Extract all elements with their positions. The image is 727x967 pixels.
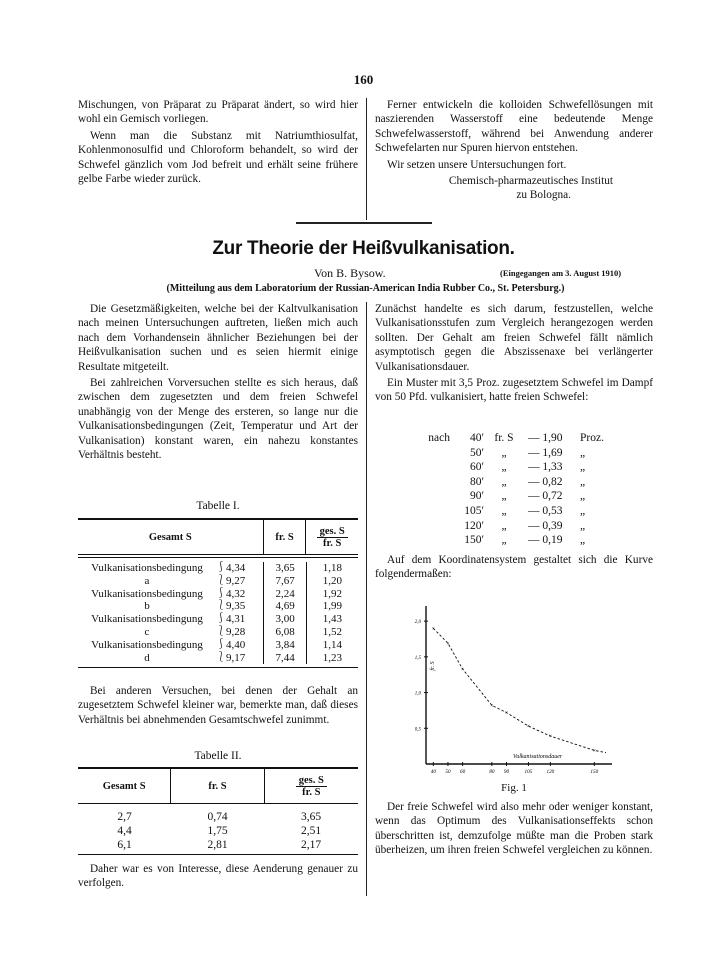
sulfur-list-prefix xyxy=(422,446,454,461)
sulfur-list-row xyxy=(422,460,622,475)
x-tick-label: 90 xyxy=(503,769,510,775)
table1-fr-value: 6,08 xyxy=(275,625,295,638)
table1-fr-value: 3,84 xyxy=(275,638,295,651)
x-tick-label: 105 xyxy=(524,769,533,775)
table1-ratio-value: 1,20 xyxy=(322,574,342,587)
sulfur-list-time: 150′ xyxy=(464,534,484,547)
sulfur-list-value: — 1,90 xyxy=(528,432,563,444)
table1-header-ratio-den: fr. S xyxy=(323,537,342,549)
table1-fr-value: 3,00 xyxy=(275,613,295,626)
brace-icon: ⎰ ⎱ xyxy=(215,638,226,663)
figure-caption: Fig. 1 xyxy=(501,782,527,794)
section-divider xyxy=(296,222,432,224)
left-paragraph-3: Bei anderen Versuchen, bei denen der Gehalt an zugesetztem Schwefel kleiner war, bemerkte man, daß dieses Verhältnis bei abnehmenden Gesamtschwefel zunimmt. xyxy=(78,685,358,726)
sulfur-list-value: — 0,82 xyxy=(528,475,563,488)
brace-icon: ⎰ ⎱ xyxy=(215,562,226,586)
sulfur-list-suffix: Proz. xyxy=(580,432,604,444)
table1-fr-cell xyxy=(264,613,306,639)
top-left-paragraph-2: Wenn man die Substanz mit Natriumthiosulfat, Kohlenmonosulfid und Chloroform behandelt, so wird der Schwefel gänzlich vom Jod befreit und erhält seine frühere gelbe Farbe wieder zurück. xyxy=(78,129,358,186)
x-tick-label: 50 xyxy=(445,769,451,775)
sulfur-list-value: — 0,72 xyxy=(528,490,563,503)
table1-gesamt-cell xyxy=(224,613,264,639)
table1-condition-letter: b xyxy=(144,600,150,613)
table2-row xyxy=(78,838,358,852)
right-column-lower xyxy=(375,800,653,860)
sulfur-list-suffix: „ xyxy=(580,490,586,503)
data-point: × xyxy=(446,641,450,648)
table1-gesamt-cell xyxy=(224,639,264,665)
sulfur-list-value: — 0,53 xyxy=(528,504,563,517)
table1-condition-letter: c xyxy=(144,625,150,638)
sulfur-list-unit: „ xyxy=(501,490,507,503)
table1-condition-letter: a xyxy=(144,574,150,587)
table1-fr-cell xyxy=(264,588,306,614)
top-column-divider xyxy=(366,98,367,220)
table1-ratio-value: 1,23 xyxy=(322,651,342,664)
sulfur-list-prefix xyxy=(422,519,454,534)
table1-gesamt-cell xyxy=(224,562,264,588)
sulfur-list-unit: „ xyxy=(501,446,507,459)
table1-header-ratio-num: ges. S xyxy=(317,526,348,538)
left-column-lower xyxy=(78,862,358,893)
right-column-upper xyxy=(375,302,653,407)
table2 xyxy=(78,767,358,855)
table1-ratio-value: 1,14 xyxy=(322,638,342,651)
y-tick-label: 1,0 xyxy=(414,691,421,697)
table2-cell: 2,51 xyxy=(300,825,322,837)
table1-fr-value: 4,69 xyxy=(275,600,295,613)
table1-row-group xyxy=(78,639,358,665)
sulfur-list-time: 80′ xyxy=(469,475,484,488)
article-author: Von B. Bysow. xyxy=(314,266,386,280)
table1-row-label xyxy=(78,639,216,665)
table1-gesamt-value: 9,35 xyxy=(225,600,246,613)
sulfur-list-unit: „ xyxy=(501,461,507,474)
sulfur-list-time: 40′ xyxy=(469,432,484,444)
table1-condition-label: Vulkanisationsbedingung xyxy=(91,587,203,600)
sulfur-list-value: — 0,39 xyxy=(528,519,563,532)
table1-fr-value: 7,67 xyxy=(275,574,295,587)
sulfur-list-time: 60′ xyxy=(469,461,484,474)
table2-cell: 0,74 xyxy=(207,811,228,823)
table1 xyxy=(78,518,358,668)
table2-header-ratio-den: fr. S xyxy=(302,786,321,798)
sulfur-list-prefix xyxy=(422,489,454,504)
brace-icon: ⎰ ⎱ xyxy=(215,613,226,637)
table1-condition-letter: d xyxy=(144,651,150,664)
table1-condition-label: Vulkanisationsbedingung xyxy=(91,613,203,626)
page-number: 160 xyxy=(353,72,374,87)
table2-cell: 4,4 xyxy=(117,825,132,837)
table1-ratio-value: 1,43 xyxy=(322,613,342,626)
sulfur-list-suffix: „ xyxy=(580,446,586,459)
table1-gesamt-value: 9,17 xyxy=(225,651,246,664)
data-point: × xyxy=(504,710,509,717)
table1-ratio-value: 1,92 xyxy=(322,587,342,600)
table1-ratio-cell xyxy=(307,613,358,639)
table2-header-gesamt: Gesamt S xyxy=(78,769,171,803)
table1-ratio-value: 1,18 xyxy=(322,562,342,574)
table1-gesamt-value: 4,40 xyxy=(225,638,246,651)
table1-fr-value: 3,65 xyxy=(275,562,295,574)
sulfur-list-value: — 1,33 xyxy=(528,461,563,474)
sulfur-list-row xyxy=(422,431,622,446)
data-point: × xyxy=(490,703,494,710)
x-tick-label: 40 xyxy=(430,769,436,775)
y-tick-label: 0,5 xyxy=(414,727,421,733)
table1-header-fr: fr. S xyxy=(264,520,307,554)
body-column-divider xyxy=(366,302,367,896)
sulfur-list-prefix xyxy=(422,475,454,490)
table1-fr-cell xyxy=(264,562,306,588)
table1-ratio-cell xyxy=(307,639,358,665)
table2-cell: 6,1 xyxy=(117,839,132,851)
sulfur-list-value: — 0,19 xyxy=(528,534,563,547)
table1-gesamt-value: 4,34 xyxy=(225,562,246,574)
left-paragraph-2: Bei zahlreichen Vorversuchen stellte es sich heraus, daß zwischen dem zugesetzten und dem freien Schwefel unabhängig von der Menge des ersteren, so lange nur die Vulkanisationsbedingungen (Zeit, Temperatur und Art der Vulkanisation) konstant waren, ein nahezu konstantes Verhältnis besteht. xyxy=(78,377,358,462)
table2-body xyxy=(78,804,358,854)
sulfur-list-suffix: „ xyxy=(580,519,586,532)
table1-gesamt-value: 9,27 xyxy=(225,574,246,587)
x-tick-label: 60 xyxy=(459,769,466,775)
table1-condition-label: Vulkanisationsbedingung xyxy=(91,638,203,651)
data-point: × xyxy=(592,748,596,755)
y-tick-label: 1,5 xyxy=(414,655,421,661)
data-point: × xyxy=(548,734,553,741)
table1-header-gesamt: Gesamt S xyxy=(78,520,264,554)
left-column-middle xyxy=(78,684,358,729)
left-paragraph-4: Daher war es von Interesse, diese Aenderung genauer zu verfolgen. xyxy=(78,863,358,890)
top-right-column xyxy=(375,98,653,203)
table1-gesamt-cell xyxy=(224,588,264,614)
table1-condition-label: Vulkanisationsbedingung xyxy=(91,562,203,574)
left-column-upper xyxy=(78,302,358,464)
sulfur-list-prefix xyxy=(422,533,454,548)
table2-header-ratio-num: ges. S xyxy=(296,775,327,787)
sulfur-list-time: 120′ xyxy=(464,519,484,532)
table2-cell: 2,17 xyxy=(300,839,322,851)
institute-line-2: zu Bologna. xyxy=(516,189,571,202)
sulfur-list-suffix: „ xyxy=(580,461,586,474)
top-left-column xyxy=(78,98,358,188)
top-left-paragraph-1: Mischungen, von Präparat zu Präparat ändert, so wird hier wohl ein Gemisch vorliegen. xyxy=(78,99,358,126)
sulfur-list xyxy=(422,431,622,548)
table1-caption: Tabelle I. xyxy=(196,500,240,512)
x-tick-label: 150 xyxy=(590,769,599,775)
figure-1-chart xyxy=(400,596,630,782)
x-tick-label: 80 xyxy=(489,769,495,775)
sulfur-list-row xyxy=(422,475,622,490)
x-axis-label: Vulkanisationsdauer xyxy=(512,754,563,760)
table1-row-group xyxy=(78,588,358,614)
received-date: (Eingegangen am 3. August 1910) xyxy=(500,268,622,278)
data-point: × xyxy=(526,724,531,731)
brace-icon: ⎰ ⎱ xyxy=(215,587,226,612)
sulfur-list-unit: „ xyxy=(501,504,507,517)
y-axis-label: fr. S xyxy=(430,661,436,671)
right-paragraph-4: Der freie Schwefel wird also mehr oder weniger konstant, wenn das Optimum des Vulkanisationseffekts schon überschritten ist, demzufolge müßte man die Proben stark überheizen, um ihren freien Schwefel vergleichen zu können. xyxy=(375,801,653,857)
sulfur-list-unit: „ xyxy=(501,475,507,488)
sulfur-list-suffix: „ xyxy=(580,475,586,488)
affiliation: (Mitteilung aus dem Laboratorium der Russian-American India Rubber Co., St. Petersburg.) xyxy=(166,283,565,294)
sulfur-list-time: 90′ xyxy=(469,490,484,503)
table2-header-fr: fr. S xyxy=(171,769,264,803)
sulfur-list-row xyxy=(422,446,622,461)
table1-fr-cell xyxy=(264,639,306,665)
table2-row xyxy=(78,810,358,824)
right-paragraph-2: Ein Muster mit 3,5 Proz. zugesetztem Schwefel im Dampf von 50 Pfd. vulkanisiert, hatte freien Schwefel: xyxy=(375,377,653,404)
sulfur-list-unit: „ xyxy=(501,519,507,532)
right-column-middle xyxy=(375,553,653,584)
table1-fr-value: 7,44 xyxy=(275,651,295,664)
sulfur-list-prefix xyxy=(422,504,454,519)
y-tick-label: 2,0 xyxy=(414,620,421,626)
right-paragraph-3: Auf dem Koordinatensystem gestaltet sich die Kurve folgendermaßen: xyxy=(375,554,653,581)
table1-body xyxy=(78,558,358,667)
table2-cell: 3,65 xyxy=(300,811,322,823)
table1-row-group xyxy=(78,613,358,639)
sulfur-list-value: — 1,69 xyxy=(528,446,563,459)
table1-ratio-cell xyxy=(307,588,358,614)
sulfur-list-suffix: „ xyxy=(580,504,586,517)
table2-caption: Tabelle II. xyxy=(194,750,242,762)
data-curve xyxy=(433,628,606,755)
sulfur-list-row xyxy=(422,504,622,519)
top-right-paragraph-1: Ferner entwickeln die kolloiden Schwefellösungen mit naszierenden Wasserstoff eine bedeutende Menge Schwefelwasserstoff, während bei Anwendung anderer Schwefelarten nur Spuren hiervon entstehen. xyxy=(375,99,653,155)
table1-ratio-cell xyxy=(307,562,358,588)
right-paragraph-1: Zunächst handelte es sich darum, festzustellen, welche Vulkanisationsstufen zum Vergleich herangezogen werden sollten. Der Gehalt am freien Schwefel fällt nämlich asymptotisch gegen die Abszissenaxe bei verlängerter Vulkanisationsdauer. xyxy=(375,303,653,373)
table1-fr-value: 2,24 xyxy=(275,587,295,600)
table1-gesamt-value: 4,32 xyxy=(225,587,246,600)
sulfur-list-prefix xyxy=(422,460,454,475)
sulfur-list-suffix: „ xyxy=(580,534,586,547)
table1-row-label xyxy=(78,613,216,639)
table1-ratio-value: 1,99 xyxy=(322,600,342,613)
table2-cell: 2,7 xyxy=(117,811,132,823)
left-paragraph-1: Die Gesetzmäßigkeiten, welche bei der Kaltvulkanisation nach meinen Untersuchungen auftreten, ließen mich auch nach dem Vorhandensein ähnlicher Beziehungen bei der Heißvulkanisation suchen und es seien hiermit einige Resultate mitgeteilt. xyxy=(78,303,358,373)
sulfur-list-time: 50′ xyxy=(469,446,484,459)
data-point: × xyxy=(431,626,436,633)
table1-row-group xyxy=(78,562,358,588)
table1-gesamt-value: 9,28 xyxy=(225,625,246,638)
table2-row xyxy=(78,824,358,838)
top-right-paragraph-2: Wir setzen unsere Untersuchungen fort. xyxy=(387,158,567,171)
sulfur-list-row xyxy=(422,519,622,534)
sulfur-list-time: 105′ xyxy=(464,504,484,517)
table2-cell: 2,81 xyxy=(207,839,228,851)
table1-ratio-value: 1,52 xyxy=(322,625,342,638)
sulfur-list-prefix: nach xyxy=(428,432,450,444)
table1-row-label xyxy=(78,588,216,614)
sulfur-list-unit: fr. S xyxy=(494,432,514,444)
table1-gesamt-value: 4,31 xyxy=(225,613,246,626)
data-point: × xyxy=(460,667,465,673)
table2-cell: 1,75 xyxy=(207,825,228,837)
table1-row-label xyxy=(78,562,216,588)
x-tick-label: 120 xyxy=(546,769,555,775)
article-title: Zur Theorie der Heißvulkanisation. xyxy=(212,238,515,259)
sulfur-list-unit: „ xyxy=(501,534,507,547)
sulfur-list-row xyxy=(422,533,622,548)
sulfur-list-row xyxy=(422,489,622,504)
institute-line-1: Chemisch-pharmazeutisches Institut xyxy=(448,175,613,188)
